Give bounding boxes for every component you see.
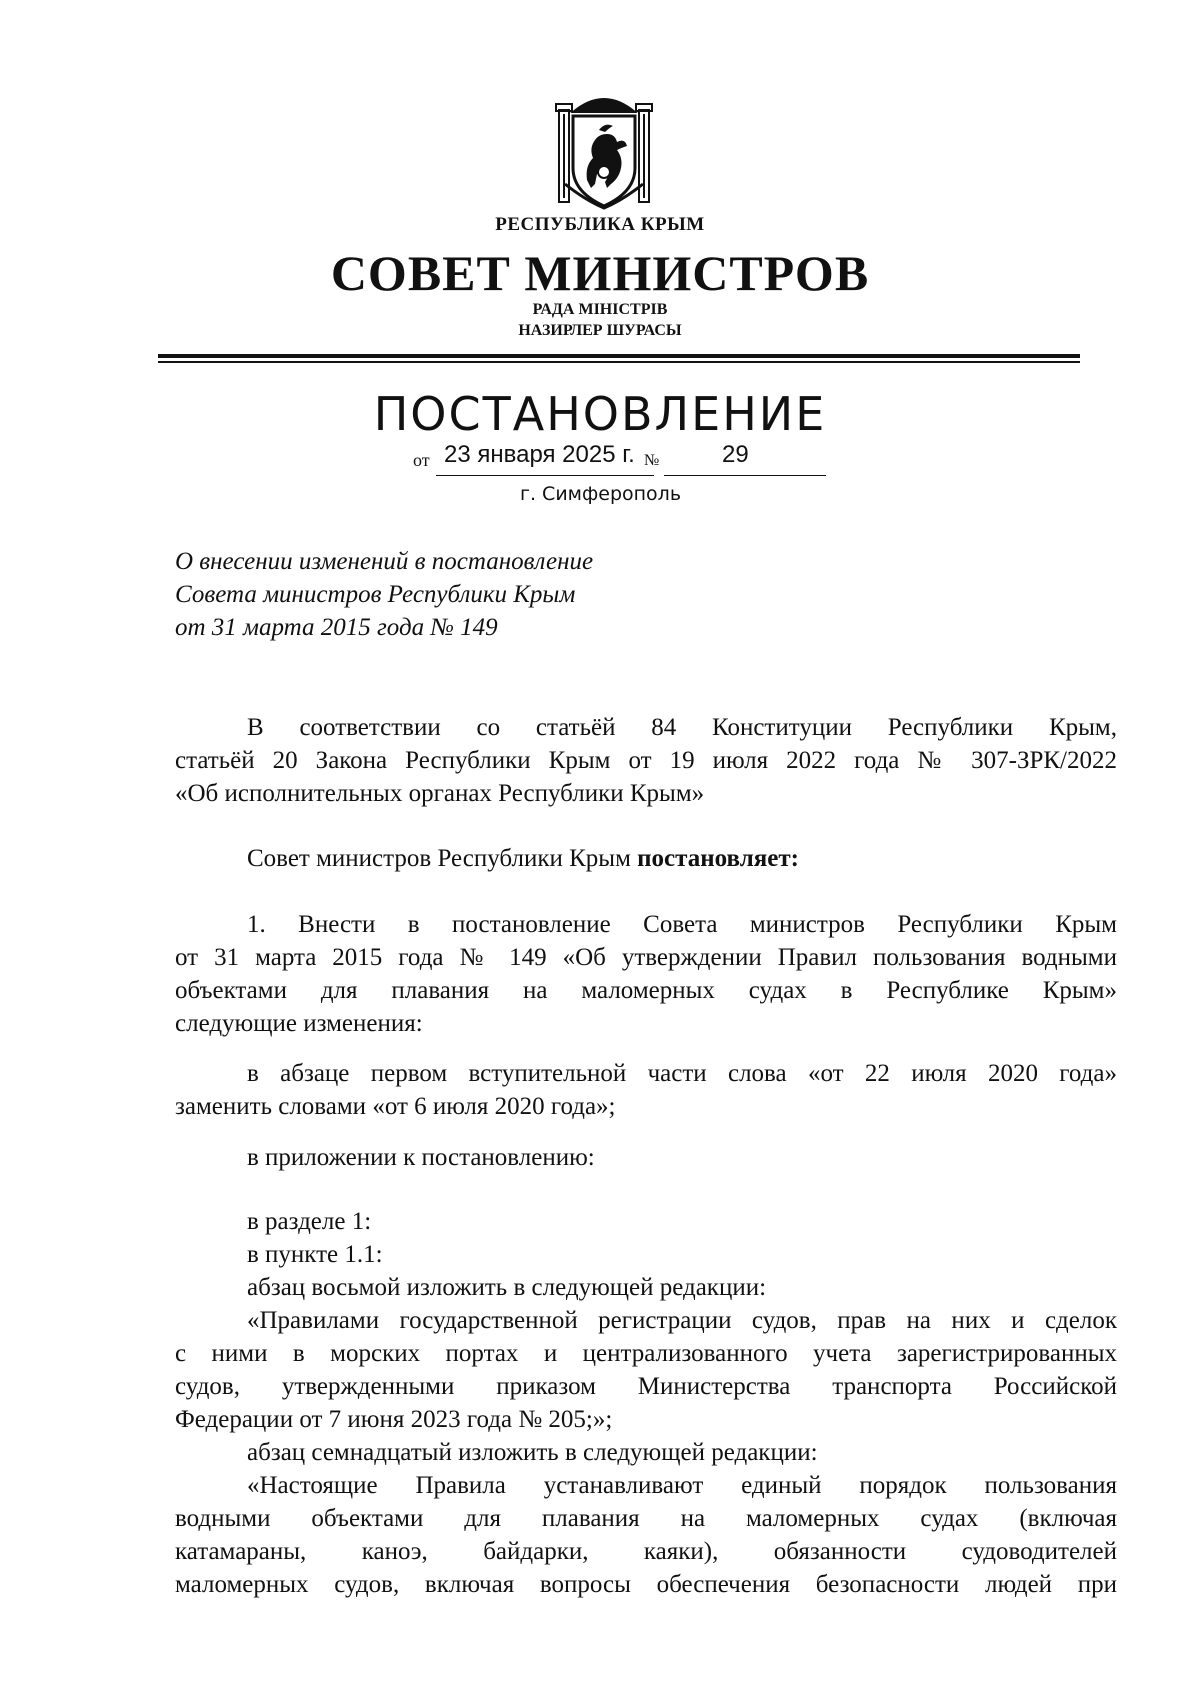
text-line: Федерации от 7 июня 2023 года № 205;»; bbox=[175, 1406, 613, 1433]
resolves-text: Совет министров Республики Крым bbox=[247, 845, 638, 872]
text-line: в приложении к постановлению: bbox=[247, 1144, 595, 1171]
header-divider-thick bbox=[158, 354, 1080, 358]
basis-paragraph bbox=[175, 711, 1117, 810]
text-line: объектами для плавания на маломерных судах в Республике Крым» bbox=[175, 977, 1117, 1004]
date-underline bbox=[436, 475, 654, 476]
text-line: в пункте 1.1: bbox=[247, 1241, 383, 1268]
item-1-paragraph bbox=[175, 908, 1117, 1040]
number-label: № bbox=[644, 452, 660, 469]
text-line: катамараны, каноэ, байдарки, каяки), обязанности судоводителей bbox=[175, 1538, 1117, 1565]
document-type-title: ПОСТАНОВЛЕНИЕ bbox=[373, 387, 827, 441]
republic-name: РЕСПУБЛИКА КРЫМ bbox=[495, 214, 705, 235]
text-line: следующие изменения: bbox=[175, 1010, 423, 1037]
council-title: СОВЕТ МИНИСТРОВ bbox=[330, 245, 870, 301]
document-subject bbox=[175, 545, 593, 644]
text-line: абзац восьмой изложить в следующей редакции: bbox=[247, 1274, 767, 1301]
text-line: «Настоящие Правила устанавливают единый порядок пользования bbox=[247, 1472, 1117, 1499]
council-title-ukrainian: РАДА МІНІСТРІВ bbox=[532, 301, 668, 318]
subject-line: от 31 марта 2015 года № 149 bbox=[175, 614, 498, 641]
text-line: маломерных судов, включая вопросы обеспечения безопасности людей при bbox=[175, 1571, 1117, 1598]
council-title-crimean-tatar: НАЗИРЛЕР ШУРАСЫ bbox=[518, 322, 682, 339]
text-line: 1. Внести в постановление Совета министров Республики Крым bbox=[247, 911, 1117, 938]
document-date: 23 января 2025 г. bbox=[444, 441, 635, 468]
number-underline bbox=[664, 475, 826, 476]
text-line: судов, утвержденными приказом Министерства транспорта Российской bbox=[175, 1373, 1117, 1400]
text-line: «Правилами государственной регистрации судов, прав на них и сделок bbox=[247, 1307, 1117, 1334]
header-divider-thin bbox=[158, 361, 1080, 363]
date-from-label: от bbox=[413, 450, 430, 470]
text-line: водными объектами для плавания на маломерных судах (включая bbox=[175, 1505, 1117, 1532]
appendix-paragraph bbox=[175, 1141, 1117, 1174]
text-line: от 31 марта 2015 года № 149 «Об утверждении Правил пользования водными bbox=[175, 944, 1117, 971]
text-line: заменить словами «от 6 июля 2020 года»; bbox=[175, 1093, 616, 1120]
text-line: абзац семнадцатый изложить в следующей редакции: bbox=[247, 1439, 818, 1466]
coat-of-arms-of-crimea-icon bbox=[555, 88, 653, 210]
subject-line: О внесении изменений в постановление bbox=[175, 548, 594, 575]
amendments-block bbox=[175, 1205, 1117, 1601]
text-line: статьёй 20 Закона Республики Крым от 19 июля 2022 года № 307-ЗРК/2022 bbox=[175, 747, 1117, 774]
document-number: 29 bbox=[722, 441, 749, 468]
text-line: «Об исполнительных органах Республики Крым» bbox=[175, 780, 705, 807]
intro-change-paragraph bbox=[175, 1057, 1117, 1123]
subject-line: Совета министров Республики Крым bbox=[175, 581, 576, 608]
document-city: г. Симферополь bbox=[520, 483, 682, 505]
text-line: В соответствии со статьёй 84 Конституции Республики Крым, bbox=[247, 714, 1117, 741]
text-line: в абзаце первом вступительной части слова «от 22 июля 2020 года» bbox=[247, 1060, 1117, 1087]
resolves-paragraph bbox=[175, 842, 1117, 875]
resolves-keyword: постановляет: bbox=[637, 845, 799, 872]
text-line: в разделе 1: bbox=[247, 1208, 372, 1235]
text-line: с ними в морских портах и централизованного учета зарегистрированных bbox=[175, 1340, 1117, 1367]
